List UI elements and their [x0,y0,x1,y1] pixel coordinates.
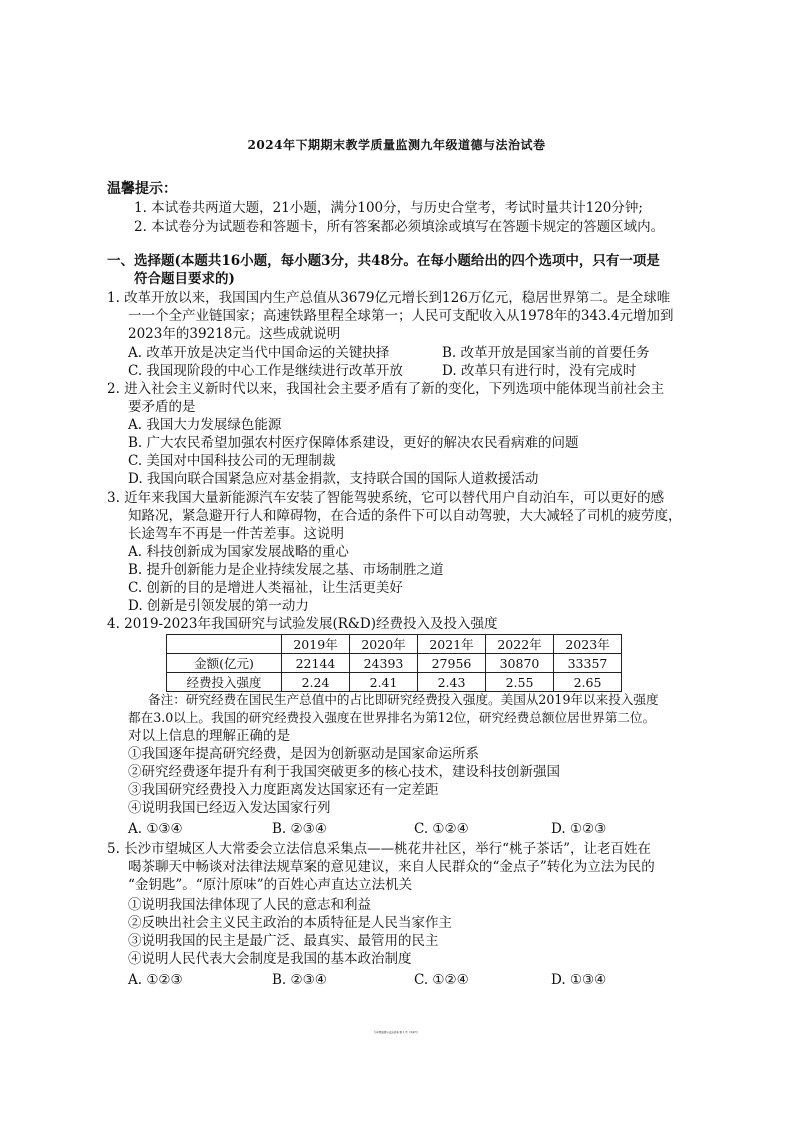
q5-option-d: D. ①③④ [551,972,607,988]
table-cell: 30870 [486,654,554,673]
q4-option-d: D. ①②③ [551,821,607,837]
table-row [167,654,622,673]
q1-option-c: C. 我国现阶段的中心工作是继续进行改革开放 [128,363,403,379]
table-cell: 22144 [282,654,350,673]
q1-stem: 一一个全产业链国家；高速铁路里程全球第一；人民可支配收入从1978年的343.4元增加到 [128,308,674,324]
table-cell: 24393 [350,654,418,673]
q3-option-b: B. 提升创新能力是企业持续发展之基、市场制胜之道 [128,562,444,578]
table-cell: 2.65 [554,673,622,692]
q5-option-c: C. ①②④ [414,972,469,988]
table-cell: 2.41 [350,673,418,692]
table-cell: 金额(亿元) [167,654,282,673]
table-cell: 2020年 [350,635,418,654]
q1-stem: 2023年的39218元。这些成就说明 [128,326,341,342]
q3-option-a: A. 科技创新成为国家发展战略的重心 [128,544,349,560]
page-footer: 九年级道德与法治试卷 第 1 页（共4页） [373,1031,420,1034]
table-cell: 2.43 [418,673,486,692]
q2-stem: 要矛盾的是 [128,399,196,415]
table-cell: 27956 [418,654,486,673]
q4-item: ①我国逐年提高研究经费，是因为创新驱动是国家命运所系 [128,746,479,762]
q5-item: ④说明人民代表大会制度是我国的基本政治制度 [128,951,412,967]
q4-option-a: A. ①③④ [128,821,183,837]
q4-option-c: C. ①②④ [414,821,469,837]
q4-note: 备注：研究经费在国民生产总值中的占比即研究经费投入强度。美国从2019年以来投入强度 [148,692,659,707]
table-cell: 2.24 [282,673,350,692]
q2-option-c: C. 美国对中国科技公司的无理制裁 [128,453,336,469]
table-cell: 经费投入强度 [167,673,282,692]
table-cell [167,635,282,654]
table-cell: 2019年 [282,635,350,654]
q3-stem: 知路况，紧急避开行人和障碍物，在合适的条件下可以自动驾驶，大大减轻了司机的疲劳度， [128,508,682,524]
table-header-row [167,635,622,654]
q4-option-b: B. ②③④ [272,821,327,837]
q4-question: 对以上信息的理解正确的是 [128,728,290,744]
q4-note: 都在3.0以上。我国的研究经费投入强度在世界排名为第12位，研究经费总额位居世界第二位。 [128,710,656,725]
table-row [167,673,622,692]
q5-stem: “金钥匙”。“原汁原味”的百姓心声直达立法机关 [128,877,413,893]
section-heading-cont: 符合题目要求的) [134,271,235,287]
q1-stem: 1. 改革开放以来，我国国内生产总值从3679亿元增长到126万亿元，稳居世界第二。是全球唯 [107,290,671,306]
q5-stem: 喝茶聊天中畅谈对法律法规草案的意见建议，来自人民群众的“金点子”转化为立法为民的 [128,859,655,875]
q3-stem: 长途驾车不再是一件苦差事。这说明 [128,526,344,542]
q5-option-b: B. ②③④ [272,972,327,988]
q1-option-d: D. 改革只有进行时，没有完成时 [442,363,637,379]
table-cell: 2022年 [486,635,554,654]
q3-stem: 3. 近年来我国大量新能源汽车安装了智能驾驶系统，它可以替代用户自动泊车，可以更好的感 [107,490,665,506]
q4-item: ③我国研究经费投入力度距离发达国家还有一定差距 [128,782,439,798]
q5-item: ①说明我国法律体现了人民的意志和利益 [128,897,371,913]
q2-stem: 2. 进入社会主义新时代以来，我国社会主要矛盾有了新的变化，下列选项中能体现当前社会主 [107,381,665,397]
q5-item: ②反映出社会主义民主政治的本质特征是人民当家作主 [128,915,452,931]
q3-option-c: C. 创新的目的是增进人类福祉，让生活更美好 [128,580,403,596]
table-cell: 2021年 [418,635,486,654]
table-cell: 33357 [554,654,622,673]
tips-item: 1. 本试卷共两道大题，21小题，满分100分，与历史合堂考，考试时量共计120分钟; [134,200,643,216]
q2-option-d: D. 我国向联合国紧急应对基金捐款，支持联合国的国际人道救援活动 [128,471,539,487]
q2-option-a: A. 我国大力发展绿色能源 [128,417,282,433]
q1-option-b: B. 改革开放是国家当前的首要任务 [442,345,650,361]
table-cell: 2023年 [554,635,622,654]
q5-stem: 5. 长沙市望城区人大常委会立法信息采集点——桃花井社区，举行“桃子茶话”，让老百姓在 [107,841,651,857]
tips-item: 2. 本试卷分为试题卷和答题卡，所有答案都必须填涂或填写在答题卡规定的答题区域内。 [134,219,665,235]
q1-option-a: A. 改革开放是决定当代中国命运的关键抉择 [128,345,390,361]
tips-heading: 温馨提示： [107,181,177,197]
q4-item: ④说明我国已经迈入发达国家行列 [128,800,331,816]
q2-option-b: B. 广大农民希望加强农村医疗保障体系建设，更好的解决农民看病难的问题 [128,435,579,451]
q3-option-d: D. 创新是引领发展的第一动力 [128,598,309,614]
q5-option-a: A. ①②③ [128,972,183,988]
q4-item: ②研究经费逐年提升有利于我国突破更多的核心技术，建设科技创新强国 [128,764,560,780]
q4-stem: 4. 2019-2023年我国研究与试验发展(R&D)经费投入及投入强度 [107,616,498,632]
section-heading: 一、选择题(本题共16小题，每小题3分，共48分。在每小题给出的四个选项中，只有一项是 [107,253,660,269]
exam-title: 2024年下期期末教学质量监测九年级道德与法治试卷 [247,138,546,152]
q5-item: ③说明我国的民主是最广泛、最真实、最管用的民主 [128,933,439,949]
table-cell: 2.55 [486,673,554,692]
rd-table [166,634,622,692]
